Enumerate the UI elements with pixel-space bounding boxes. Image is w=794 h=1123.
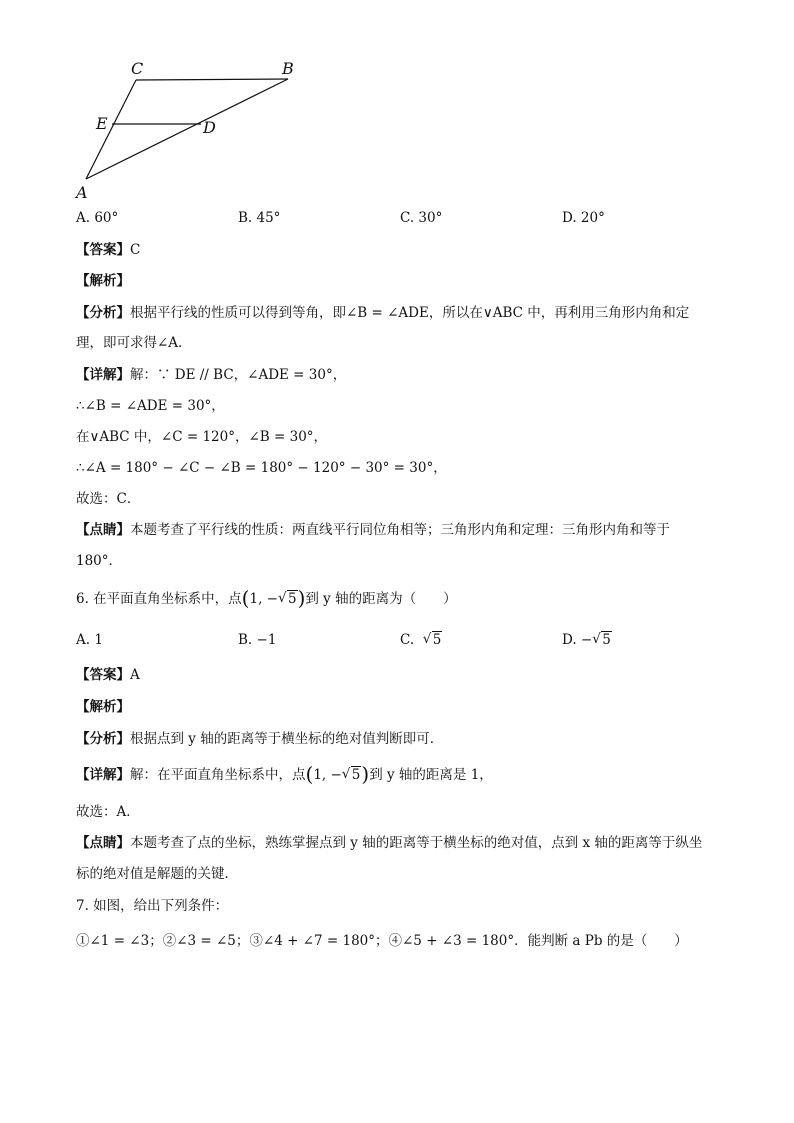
q6-xiangjie-line1: 【详解】解：在平面直角坐标系中，点(1, −√ 5)到 y 轴的距离是 1， [76,764,493,785]
point-label-e: E [96,114,108,133]
answer-value: C [130,242,141,258]
fenxi-tag: 【分析】 [76,305,130,321]
analysis-tag: 【解析】 [76,699,130,715]
q5-option-a: A. 60° [76,210,119,226]
q5-analysis-heading [76,271,130,291]
segment-ba [86,79,288,179]
fenxi-tag: 【分析】 [76,731,130,747]
q5-xiangjie-line3: 在∨ABC 中，∠C = 120°，∠B = 30°， [76,429,328,445]
fenxi-text: 根据平行线的性质可以得到等角，即∠B = ∠ADE，所以在∨ABC 中，再利用三角形内角和定 [130,305,690,321]
q5-option-d: D. 20° [562,210,605,226]
dianjing-tag: 【点睛】 [76,835,130,851]
fenxi-text: 根据点到 y 轴的距离等于横坐标的绝对值判断即可． [130,731,444,747]
q5-option-b: B. 45° [238,210,281,226]
q5-xiangjie-line2: ∴∠B = ∠ADE = 30°， [76,398,225,414]
xiangjie-text: 解：∵ DE // BC，∠ADE = 30°， [130,367,347,383]
xiangjie-tag: 【详解】 [76,367,130,383]
point-label-b: B [282,59,294,78]
xiangjie-suffix: 到 y 轴的距离是 1， [369,767,493,783]
q6-option-a: A. 1 [76,632,103,648]
q6-stem-suffix: 到 y 轴的距离为（ ） [305,591,457,607]
xiangjie-tag: 【详解】 [76,767,130,783]
q6-stem: 6. 在平面直角坐标系中，点(1, −√ 5)到 y 轴的距离为（ ） [76,588,457,609]
q6-option-d: D. −√ 5 [562,630,612,650]
dianjing-text: 本题考查了平行线的性质：两直线平行同位角相等；三角形内角和定理：三角形内角和等于 [130,522,670,538]
q6-answer [76,665,140,685]
answer-tag: 【答案】 [76,667,130,683]
q6-dianjing-line1 [76,833,702,853]
q6-stem-prefix: 6. 在平面直角坐标系中，点 [76,591,242,607]
q5-choose: 故选：C． [76,491,141,507]
q6-option-c: C. √ 5 [400,630,442,650]
answer-value: A [130,667,140,683]
dianjing-text: 本题考查了点的坐标，熟练掌握点到 y 轴的距离等于横坐标的绝对值，点到 x 轴的距离等于纵坐 [130,835,703,851]
q7-conditions: ①∠1 = ∠3；②∠3 = ∠5；③∠4 + ∠7 = 180°；④∠5 + ∠3 = 180°．能判断 a Pb 的是（ ） [76,933,688,949]
radicand: 5 [287,591,297,607]
q5-option-c: C. 30° [400,210,443,226]
q6-choose: 故选：A． [76,804,140,820]
q6-dianjing-line2: 标的绝对值是解题的关键． [76,866,238,882]
q5-xiangjie-line4: ∴∠A = 180° − ∠C − ∠B = 180° − 120° − 30° = 30°， [76,460,447,476]
q5-dianjing-line1 [76,520,670,540]
segment-cb [136,79,288,80]
dianjing-tag: 【点睛】 [76,522,130,538]
xiangjie-text: 解：在平面直角坐标系中，点 [130,767,306,783]
sqrt-symbol [278,589,298,609]
answer-tag: 【答案】 [76,242,130,258]
q5-xiangjie-line1 [76,365,346,385]
q6-fenxi-line1 [76,729,443,749]
point-label-a: A [76,183,88,202]
point-label-d: D [203,118,216,137]
q5-fenxi-line2: 理，即可求得∠A． [76,335,192,351]
q6-option-b: B. −1 [238,632,277,648]
q6-analysis-heading [76,697,130,717]
segment-ca [86,80,136,179]
q6-point-coord: 1, − [249,591,278,607]
point-label-c: C [131,59,144,78]
analysis-tag: 【解析】 [76,273,130,289]
q5-fenxi-line1 [76,303,689,323]
q5-answer [76,240,140,260]
triangle-diagram [70,55,310,205]
q5-dianjing-line2: 180°． [76,553,123,569]
triangle-figure [70,55,310,205]
q7-stem: 7. 如图，给出下列条件： [76,898,229,914]
